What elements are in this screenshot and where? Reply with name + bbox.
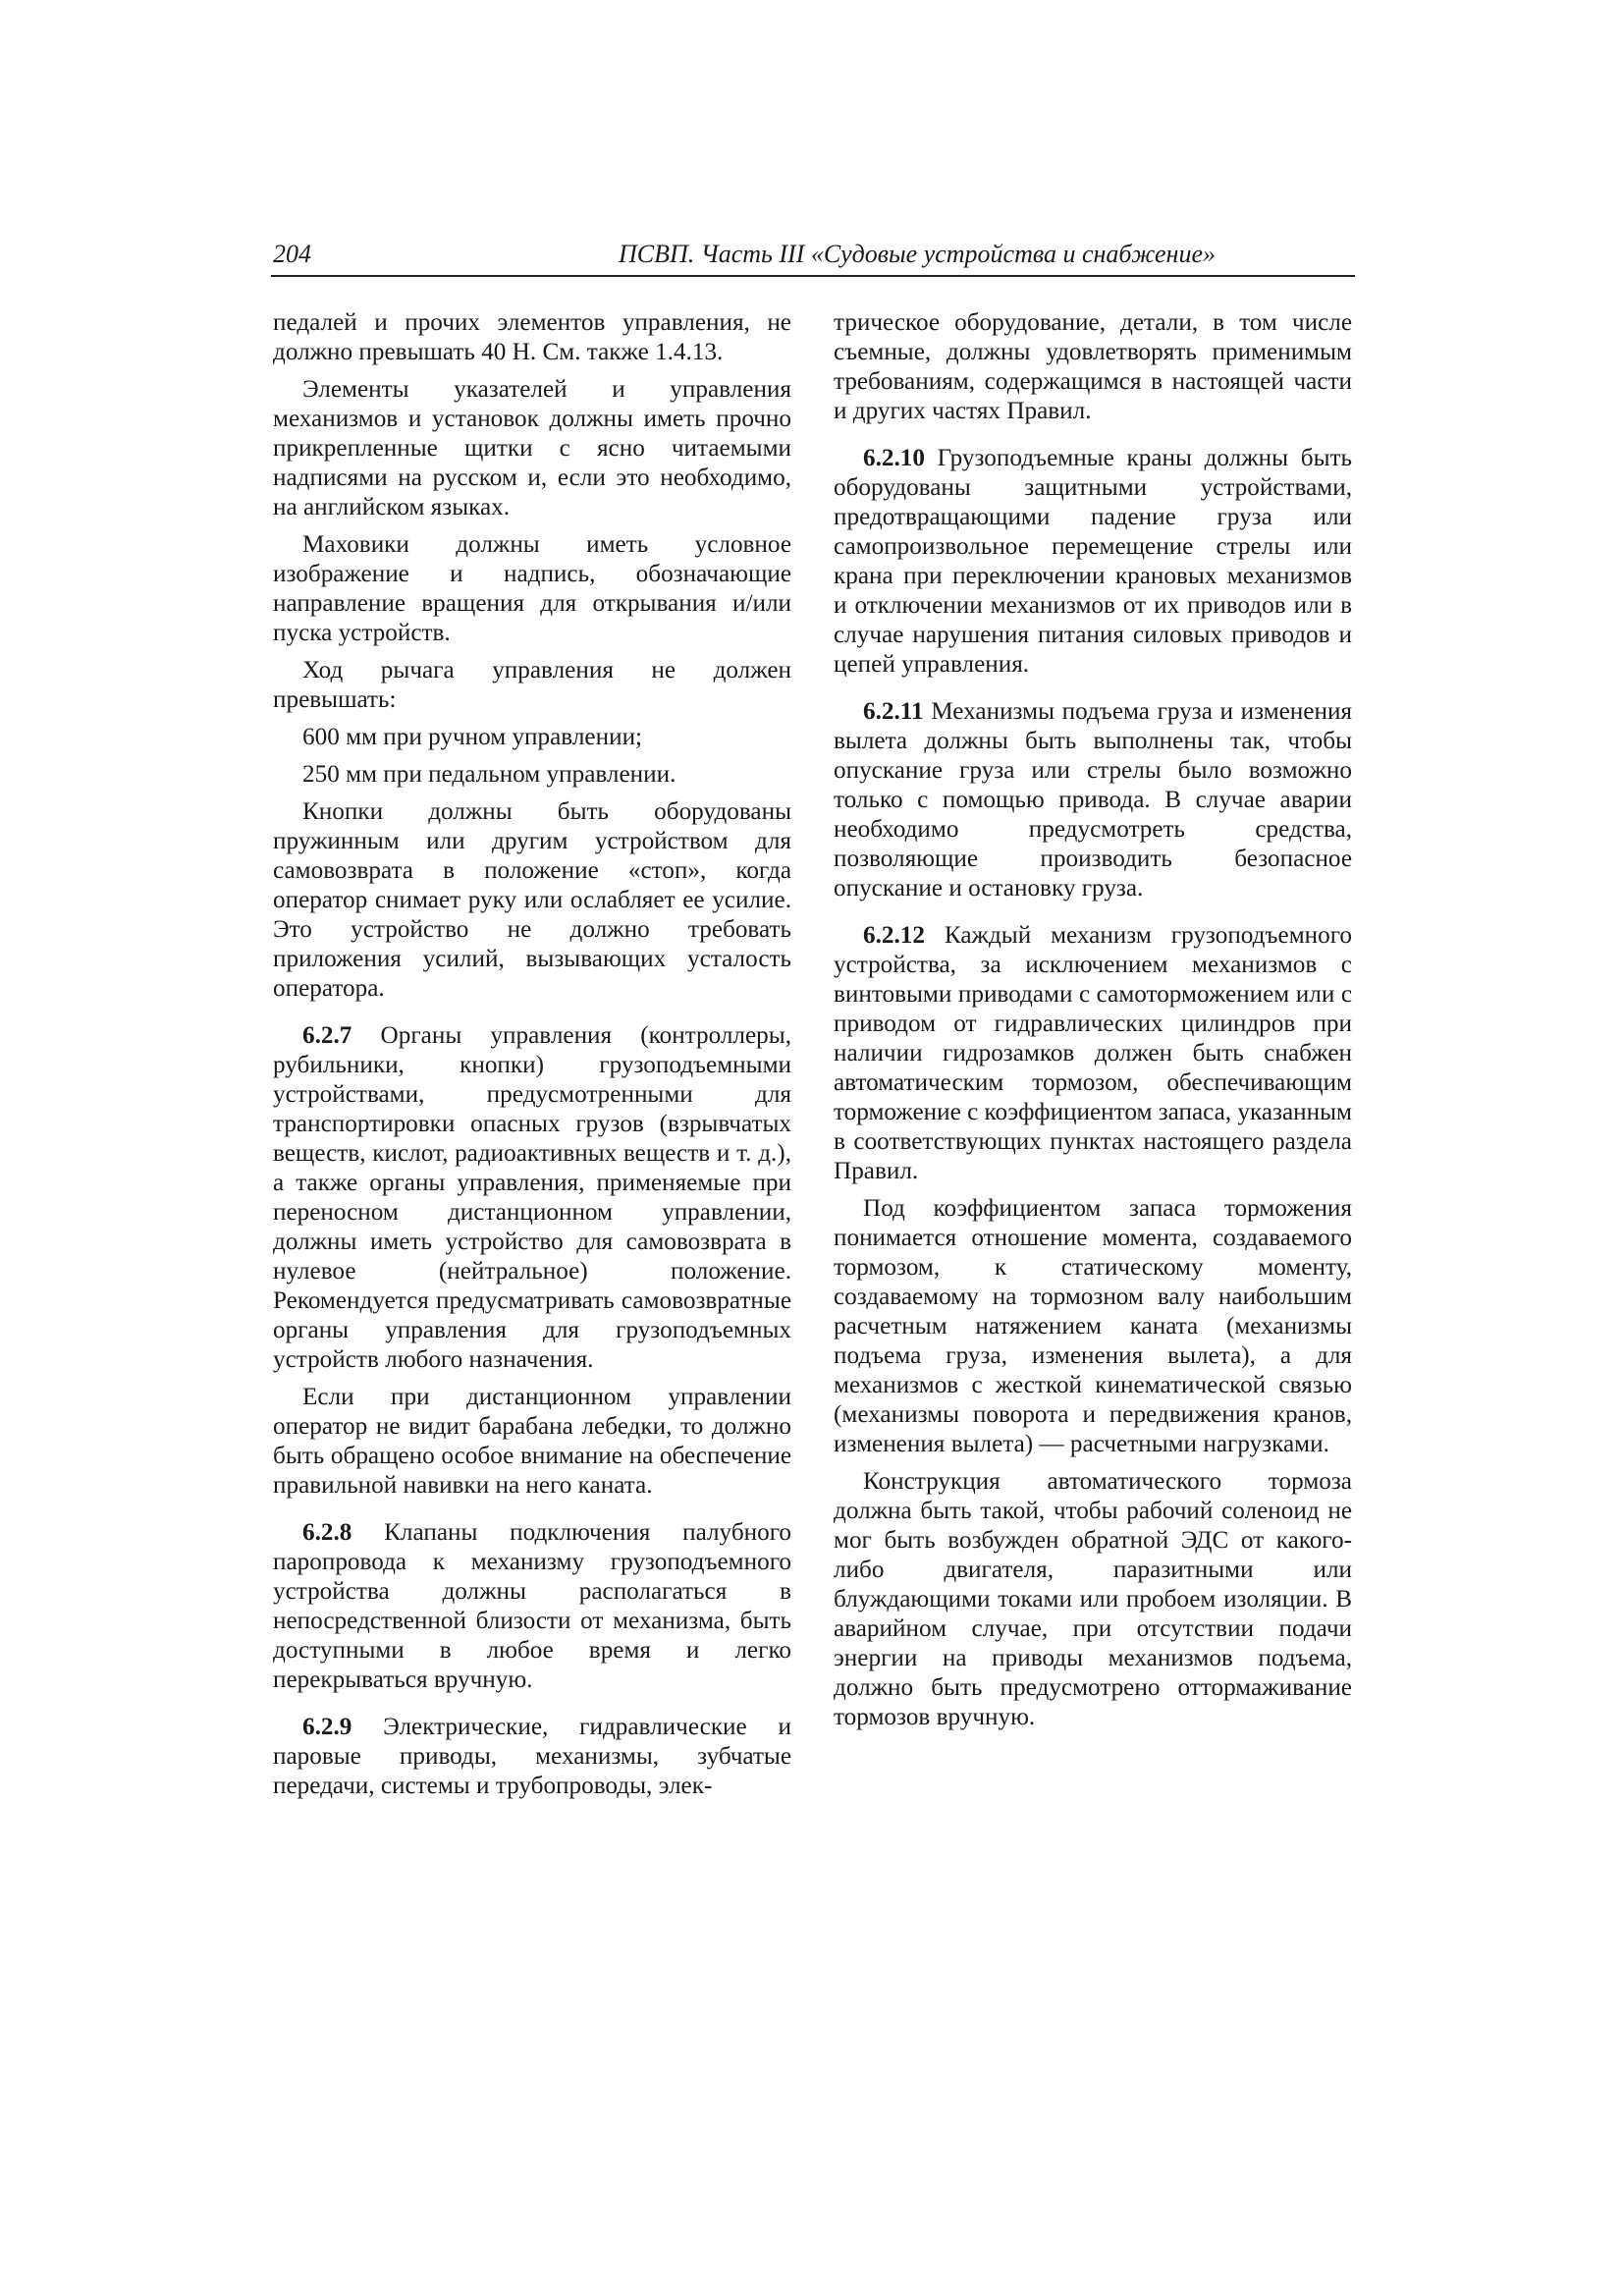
running-title: ПСВП. Часть III «Судовые устройства и снабжение» bbox=[619, 240, 1216, 268]
clause-6-2-9 bbox=[273, 1713, 791, 1801]
paragraph: Ход рычага управления не должен превышать: bbox=[273, 657, 791, 713]
paragraph: Если при дистанционном управлении оператор не видит барабана лебедки, то должно быть обращено особое внимание на обеспечение правильной навивки на него каната. bbox=[273, 1384, 791, 1499]
clause-text: Грузоподъемные краны должны быть оборудованы защитными устройствами, предотвращающими падение груза или самопроизвольное перемещение стрелы или крана при переключении крановых механизмов и отключении механизмов от их приводов или в случае нарушения питания силовых приводов и цепей управления. bbox=[834, 445, 1352, 678]
paragraph: трическое оборудование, детали, в том числе съемные, должны удовлетворять применимым требованиям, содержащимся в настоящей части и других частях Правил. bbox=[834, 309, 1352, 424]
paragraph: 250 мм при педальном управлении. bbox=[302, 761, 676, 788]
clause-text: Органы управления (контроллеры, рубильники, кнопки) грузоподъемными устройствами, предусмотренными для транспортировки опасных грузов (взрывчатых веществ, кислот, радиоактивных веществ и т. д.), а также органы управления, применяемые при переносном дистанционном управлении, должны иметь устройство для самовозврата в нулевое (нейтральное) положение. Рекомендуется предусматривать самовозвратные органы управления для грузоподъемных устройств любого назначения. bbox=[273, 1022, 791, 1373]
clause-6-2-7 bbox=[273, 1021, 791, 1375]
paragraph: Под коэффициентом запаса торможения понимается отношение момента, создаваемого тормозом, к статическому моменту, создаваемому на тормозном валу наибольшим расчетным натяжением каната (механизмы подъема груза, изменения вылета), а для механизмов с жесткой кинематической связью (механизмы поворота и передвижения кранов, изменения вылета) — расчетными нагрузками. bbox=[834, 1195, 1352, 1457]
clause-number: 6.2.10 bbox=[863, 445, 925, 471]
clause-6-2-10 bbox=[834, 444, 1352, 680]
clause-text: Механизмы подъема груза и изменения вылета должны быть выполнены так, чтобы опускание груза или стрелы было возможно только с помощью привода. В случае аварии необходимо предусмотреть средства, позволяющие производить безопасное опускание и остановку груза. bbox=[834, 698, 1353, 902]
clause-number: 6.2.8 bbox=[302, 1519, 352, 1546]
clause-6-2-11 bbox=[834, 697, 1352, 903]
clause-number: 6.2.11 bbox=[863, 698, 924, 725]
clause-6-2-12 bbox=[834, 921, 1352, 1186]
running-header bbox=[271, 236, 1355, 277]
paragraph: Маховики должны иметь условное изображение и надпись, обозначающие направление вращения для открывания и/или пуска устройств. bbox=[273, 531, 791, 646]
clause-text: Каждый механизм грузоподъемного устройства, за исключением механизмов с винтовыми приводами с самоторможением или с приводом от гидравлических цилиндров при наличии гидрозамков должен быть снабжен автоматическим тормозом, обеспечивающим торможение с коэффициентом запаса, указанным в соответствующих пунктах настоящего раздела Правил. bbox=[834, 922, 1353, 1184]
paragraph: Кнопки должны быть оборудованы пружинным или другим устройством для самовозврата в положение «стоп», когда оператор снимает руку или ослабляет ее усилие. Это устройство не должно требовать приложения усилий, вызывающих усталость оператора. bbox=[273, 798, 791, 1002]
paragraph: Конструкция автоматического тормоза должна быть такой, чтобы рабочий соленоид не мог быть возбужден обратной ЭДС от какого-либо двигателя, паразитными или блуждающими токами или пробоем изоляции. В аварийном случае, при отсутствии подачи энергии на приводы механизмов подъема, должно быть предусмотрено оттормаживание тормозов вручную. bbox=[834, 1468, 1352, 1730]
clause-number: 6.2.7 bbox=[302, 1022, 352, 1049]
right-column bbox=[834, 308, 1352, 1740]
left-column bbox=[273, 308, 791, 1809]
clause-6-2-8 bbox=[273, 1518, 791, 1695]
paragraph: Элементы указателей и управления механизмов и установок должны иметь прочно прикрепленные щитки с ясно читаемыми надписями на русском и, если это необходимо, на английском языках. bbox=[273, 376, 791, 520]
clause-number: 6.2.9 bbox=[302, 1714, 352, 1740]
clause-text: Клапаны подключения палубного паропровода к механизму грузоподъемного устройства должны располагаться в непосредственной близости от механизма, быть доступными в любое время и легко перекрываться вручную. bbox=[273, 1519, 792, 1693]
clause-text: Электрические, гидравлические и паровые приводы, механизмы, зубчатые передачи, системы и трубопроводы, элек- bbox=[273, 1714, 791, 1799]
paragraph: 600 мм при ручном управлении; bbox=[302, 724, 643, 750]
page-number: 204 bbox=[273, 240, 311, 268]
paragraph: педалей и прочих элементов управления, не должно превышать 40 Н. См. также 1.4.13. bbox=[273, 309, 791, 365]
clause-number: 6.2.12 bbox=[863, 922, 925, 949]
